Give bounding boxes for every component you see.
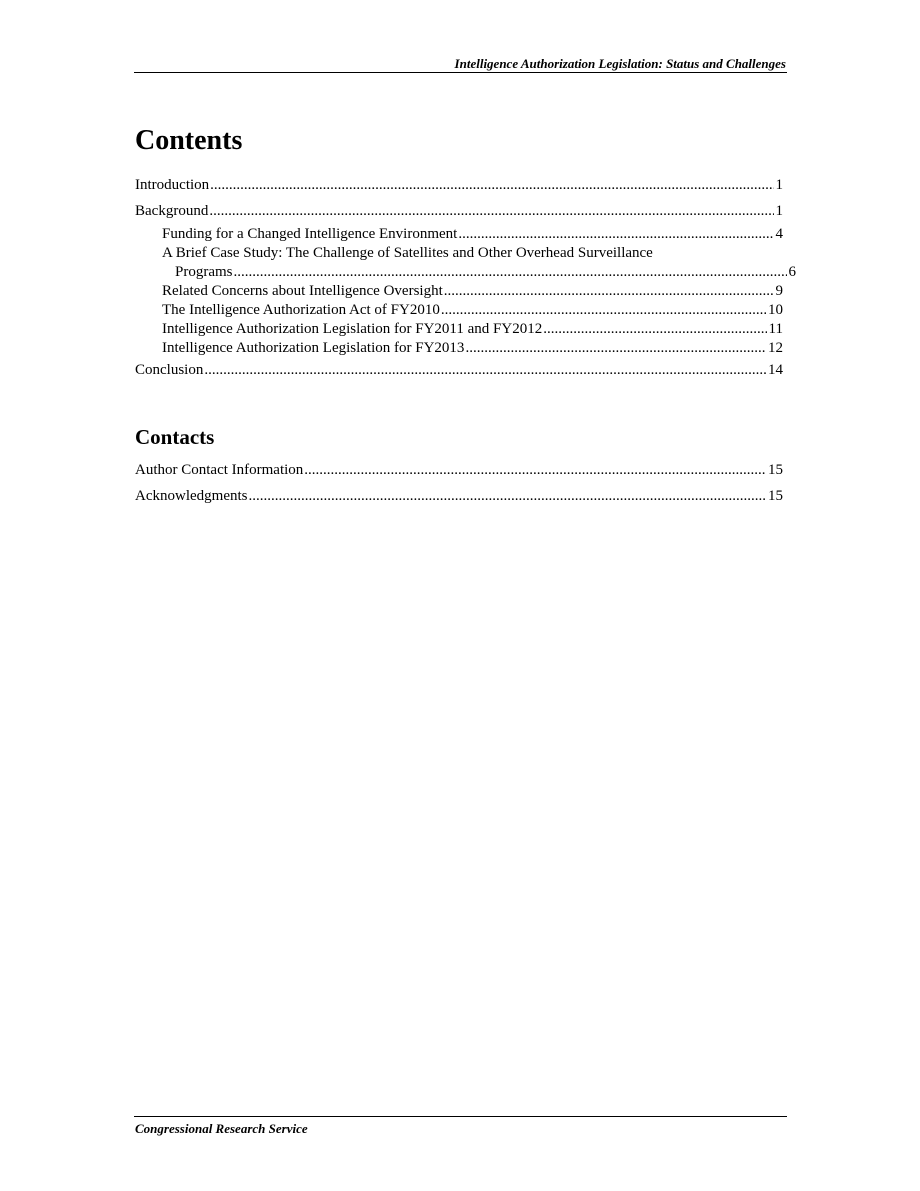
toc-label-continued: Programs <box>175 264 233 280</box>
toc-entry-background[interactable] <box>135 202 783 221</box>
toc-entry-conclusion[interactable] <box>135 361 783 380</box>
toc-page-number: 4 <box>775 226 783 242</box>
toc-label: Author Contact Information <box>135 462 304 478</box>
toc-page-number: 15 <box>768 462 783 478</box>
toc-entry-fy2010[interactable] <box>162 301 783 320</box>
toc-leader-dots <box>248 487 766 506</box>
toc-page-number: 14 <box>768 362 783 378</box>
toc-label: The Intelligence Authorization Act of FY2010 <box>162 302 440 318</box>
toc-leader-dots <box>441 301 766 320</box>
header-rule <box>134 72 787 73</box>
toc-page-number: 10 <box>768 302 783 318</box>
toc-page-number: 11 <box>768 321 783 337</box>
toc-label: Background <box>135 203 209 219</box>
toc-label: A Brief Case Study: The Challenge of Satellites and Other Overhead Surveillance <box>162 245 653 261</box>
toc-label: Acknowledgments <box>135 488 248 504</box>
toc-entry-oversight[interactable] <box>162 282 783 301</box>
toc-page-number: 1 <box>775 203 783 219</box>
toc-label: Intelligence Authorization Legislation for FY2013 <box>162 340 465 356</box>
contents-heading: Contents <box>135 125 243 156</box>
toc-leader-dots <box>210 176 773 195</box>
toc-leader-dots <box>304 461 766 480</box>
toc-leader-dots <box>204 361 766 380</box>
toc-entry-author-contact[interactable] <box>135 461 783 480</box>
toc-entry-funding[interactable] <box>162 225 783 244</box>
footer-rule <box>134 1116 787 1117</box>
toc-label: Introduction <box>135 177 210 193</box>
toc-label: Conclusion <box>135 362 204 378</box>
toc-label: Intelligence Authorization Legislation for FY2011 and FY2012 <box>162 321 543 337</box>
toc-page-number: 15 <box>768 488 783 504</box>
contacts-heading: Contacts <box>135 425 215 449</box>
toc-leader-dots <box>209 202 773 221</box>
toc-leader-dots <box>458 225 773 244</box>
toc-label: Funding for a Changed Intelligence Environment <box>162 226 458 242</box>
toc-entry-case-study[interactable] <box>162 244 796 282</box>
toc-leader-dots <box>234 263 787 282</box>
toc-leader-dots <box>543 320 766 339</box>
running-header: Intelligence Authorization Legislation: Status and Challenges <box>454 56 786 71</box>
toc-leader-dots <box>444 282 774 301</box>
toc-entry-fy2013[interactable] <box>162 339 783 358</box>
toc-entry-fy2011-fy2012[interactable] <box>162 320 783 339</box>
toc-leader-dots <box>465 339 766 358</box>
toc-entry-acknowledgments[interactable] <box>135 487 783 506</box>
toc-label: Related Concerns about Intelligence Oversight <box>162 283 443 299</box>
toc-page-number: 6 <box>788 264 796 280</box>
toc-page-number: 12 <box>768 340 783 356</box>
toc-page-number: 1 <box>775 177 783 193</box>
toc-entry-introduction[interactable] <box>135 176 783 195</box>
toc-page-number: 9 <box>775 283 783 299</box>
page-footer: Congressional Research Service <box>135 1121 308 1136</box>
